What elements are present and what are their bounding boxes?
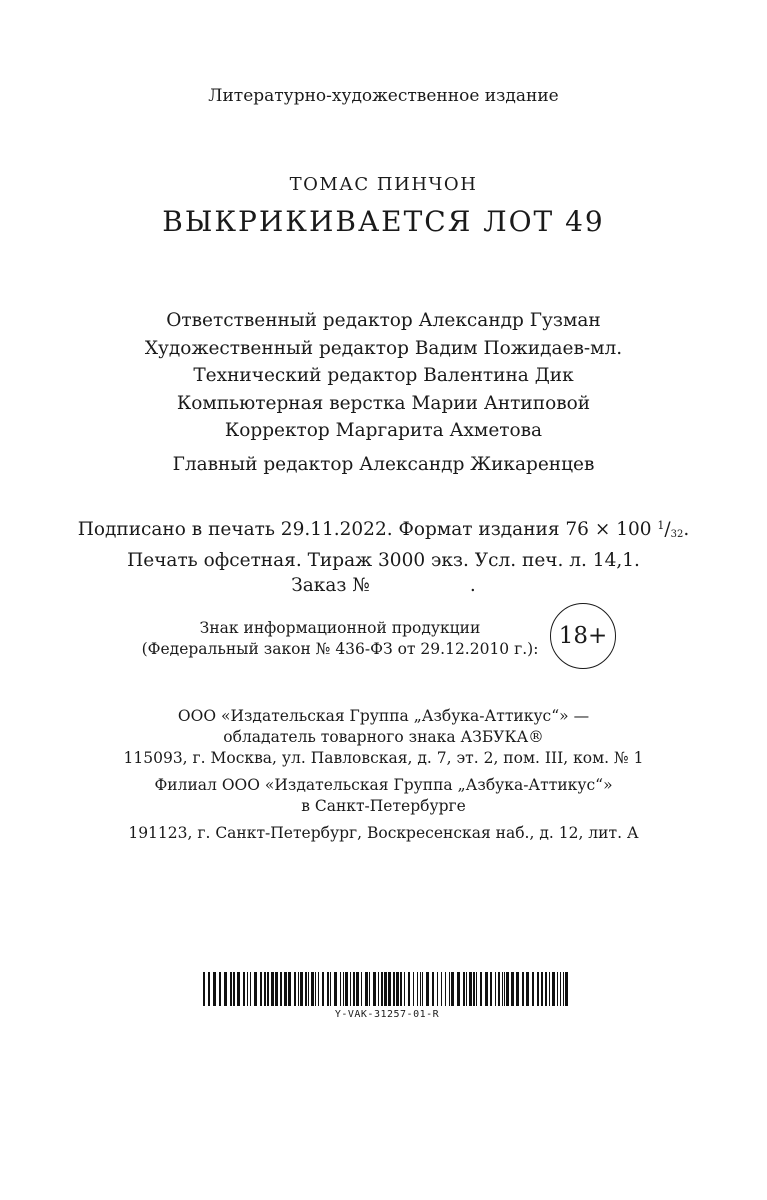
barcode-bar (437, 972, 438, 1006)
order-line (0, 573, 767, 599)
barcode-bar (247, 972, 248, 1006)
barcode-bar (340, 972, 341, 1006)
barcode-bar (480, 972, 482, 1006)
barcode-bar (284, 972, 287, 1006)
barcode-bar (495, 972, 496, 1006)
barcode-bar (441, 972, 442, 1006)
genre-label: Литературно-художественное издание (208, 86, 559, 106)
barcode-bar (327, 972, 329, 1006)
barcode-bar (432, 972, 434, 1006)
publisher-line-1: ООО «Издательская Группа „Азбука-Аттикус“» — (177, 707, 590, 725)
barcode-bar (426, 972, 429, 1006)
barcode-bar (413, 972, 414, 1006)
branch-address: 191123, г. Санкт-Петербург, Воскресенская наб., д. 12, лит. А (128, 824, 639, 842)
barcode-bar (490, 972, 492, 1006)
barcode-bar (469, 972, 472, 1006)
barcode-bar (476, 972, 477, 1006)
credit-technical-editor: Технический редактор Валентина Дик (193, 365, 574, 386)
publisher-info (0, 706, 767, 844)
barcode-bar (230, 972, 232, 1006)
barcode-bar (298, 972, 299, 1006)
barcode-bar (473, 972, 475, 1006)
barcode-bar (408, 972, 410, 1006)
barcode-bar (308, 972, 309, 1006)
barcode-bar (445, 972, 446, 1006)
barcode-bar (254, 972, 257, 1006)
barcode-bar (271, 972, 274, 1006)
barcode-bar (343, 972, 344, 1006)
barcode-bar (318, 972, 319, 1006)
info-sign-line-1: Знак информационной продукции (199, 619, 481, 637)
barcode-bar (288, 972, 291, 1006)
barcode-bars (203, 972, 571, 1006)
barcode-bar (396, 972, 399, 1006)
barcode-bar (233, 972, 235, 1006)
barcode-bar (393, 972, 395, 1006)
print-signed-format: Подписано в печать 29.11.2022. Формат издания 76 × 100 (77, 519, 652, 540)
barcode-bar (537, 972, 539, 1006)
barcode-bar (422, 972, 423, 1006)
barcode-bar (369, 972, 370, 1006)
barcode-bar (552, 972, 555, 1006)
info-sign-line-2: (Федеральный закон № 436-ФЗ от 29.12.2010 г.): (141, 640, 539, 658)
barcode-bar (264, 972, 266, 1006)
barcode-bar (280, 972, 282, 1006)
barcode-bar (350, 972, 351, 1006)
barcode-bar (498, 972, 500, 1006)
barcode-bar (361, 972, 362, 1006)
barcode-bar (420, 972, 421, 1006)
print-line-2: Печать офсетная. Тираж 3000 экз. Усл. печ. л. 14,1. (127, 549, 640, 571)
barcode-bar (219, 972, 221, 1006)
info-product-sign (140, 618, 540, 660)
barcode-bar (330, 972, 331, 1006)
publisher-address: 115093, г. Москва, ул. Павловская, д. 7, эт. 2, пом. III, ком. № 1 (123, 749, 644, 767)
barcode-bar (565, 972, 568, 1006)
format-numerator: 1 (657, 519, 665, 532)
barcode-bar (365, 972, 368, 1006)
barcode-bar (457, 972, 460, 1006)
barcode-bar (213, 972, 216, 1006)
credit-layout: Компьютерная верстка Марии Антиповой (176, 392, 591, 414)
barcode-bar (250, 972, 251, 1006)
barcode-bar (315, 972, 316, 1006)
barcode-bar (463, 972, 465, 1006)
credit-art-editor: Художественный редактор Вадим Пожидаев-мл. (144, 337, 623, 359)
chief-editor: Главный редактор Александр Жикаренцев (172, 454, 595, 475)
print-line-1-end: . (683, 519, 690, 540)
barcode-bar (224, 972, 227, 1006)
barcode-bar (404, 972, 405, 1006)
barcode-bar (322, 972, 324, 1006)
credit-managing-editor: Ответственный редактор Александр Гузман (166, 310, 601, 331)
book-title: ВЫКРИКИВАЕТСЯ ЛОТ 49 (162, 205, 605, 238)
barcode-bar (526, 972, 529, 1006)
barcode-bar (504, 972, 505, 1006)
barcode-bar (449, 972, 450, 1006)
barcode-bar (267, 972, 269, 1006)
barcode-bar (353, 972, 355, 1006)
barcode-bar (545, 972, 547, 1006)
barcode-code: Y-VAK-31257-01-R (334, 1009, 440, 1020)
barcode-bar (516, 972, 519, 1006)
barcode-bar (345, 972, 348, 1006)
barcode-bar (300, 972, 303, 1006)
barcode-bar (451, 972, 454, 1006)
barcode-bar (485, 972, 488, 1006)
credit-proofreader: Корректор Маргарита Ахметова (224, 420, 543, 441)
order-label: Заказ № (291, 575, 370, 596)
barcode-bar (400, 972, 402, 1006)
barcode-bar (541, 972, 543, 1006)
barcode-bar (243, 972, 245, 1006)
barcode-bar (522, 972, 524, 1006)
barcode-bar (417, 972, 418, 1006)
barcode-bar (294, 972, 296, 1006)
barcode-bar (208, 972, 210, 1006)
print-info (0, 513, 767, 599)
publisher-line-2: обладатель товарного знака АЗБУКА® (223, 728, 544, 746)
format-denominator: 32 (670, 529, 684, 540)
barcode-bar (549, 972, 550, 1006)
barcode-bar (203, 972, 205, 1006)
barcode-bar (275, 972, 278, 1006)
barcode-bar (305, 972, 307, 1006)
barcode-bar (560, 972, 561, 1006)
barcode-bar (557, 972, 558, 1006)
barcode (203, 972, 571, 1020)
staff-credits (0, 307, 767, 445)
barcode-bar (334, 972, 337, 1006)
barcode-bar (378, 972, 379, 1006)
branch-line-1: Филиал ООО «Издательская Группа „Азбука-Аттикус“» (154, 776, 613, 794)
branch-line-2: в Санкт-Петербурге (301, 797, 466, 815)
barcode-bar (311, 972, 314, 1006)
barcode-bar (563, 972, 564, 1006)
author-name: ТОМАС ПИНЧОН (289, 174, 478, 195)
barcode-bar (237, 972, 240, 1006)
barcode-bar (466, 972, 467, 1006)
barcode-bar (511, 972, 514, 1006)
barcode-bar (502, 972, 503, 1006)
barcode-bar (506, 972, 509, 1006)
barcode-bar (388, 972, 391, 1006)
barcode-bar (381, 972, 383, 1006)
barcode-bar (384, 972, 387, 1006)
age-rating-badge: 18+ (550, 603, 616, 669)
order-end: . (469, 575, 476, 596)
barcode-bar (532, 972, 534, 1006)
barcode-bar (373, 972, 376, 1006)
format-fraction: $^1/_{32}$ (657, 519, 684, 540)
barcode-bar (356, 972, 359, 1006)
barcode-bar (260, 972, 262, 1006)
print-line-1 (0, 513, 767, 548)
